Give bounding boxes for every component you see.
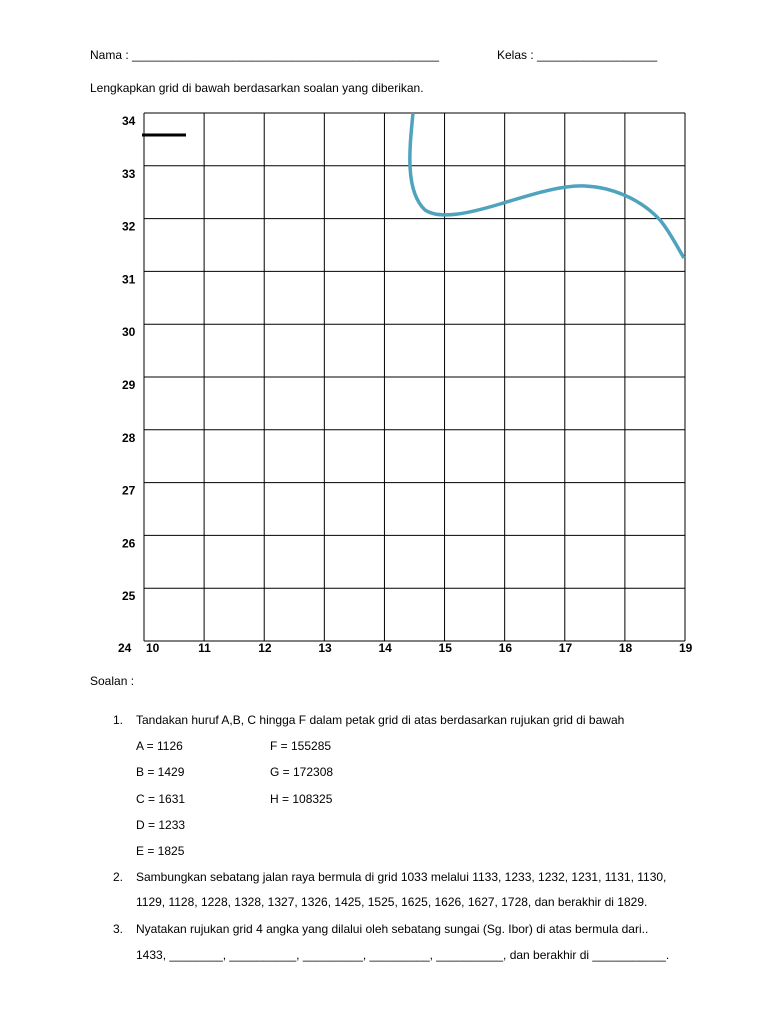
- q3-line2: 1433, ________, __________, _________, _________, __________, dan berakhir di ___________.: [136, 948, 670, 962]
- y-tick-label: 33: [122, 166, 136, 181]
- x-tick-label: 11: [198, 641, 211, 655]
- q2-line1: Sambungkan sebatang jalan raya bermula di grid 1033 melalui 1133, 1233, 1232, 1231, 1131, 1130,: [136, 870, 667, 884]
- q2-line2: 1129, 1128, 1228, 1328, 1327, 1326, 1425, 1525, 1625, 1626, 1627, 1728, dan berakhir di 1829.: [136, 895, 648, 909]
- x-axis-labels: [146, 641, 693, 655]
- y-tick-label: 28: [122, 430, 136, 445]
- y-tick-label: 27: [122, 483, 136, 498]
- ref-b: B = 1429: [136, 765, 185, 779]
- x-tick-label: 10: [146, 641, 160, 655]
- y-tick-label: 31: [122, 272, 136, 287]
- x-tick-label: 12: [258, 641, 272, 655]
- x-tick-label: 15: [438, 641, 452, 655]
- x-tick-label: 14: [378, 641, 392, 655]
- x-tick-label: 16: [498, 641, 513, 655]
- y-tick-label: 34: [122, 114, 136, 128]
- y-tick-label: 30: [122, 325, 136, 340]
- ref-c: C = 1631: [136, 792, 186, 806]
- class-field: Kelas : __________________: [497, 48, 658, 62]
- q1-number: 1.: [113, 713, 124, 727]
- q2-number: 2.: [113, 870, 124, 884]
- y-tick-label: 26: [122, 536, 136, 551]
- x-tick-label: 18: [618, 641, 633, 655]
- ref-a: A = 1126: [136, 739, 183, 753]
- y-tick-label: 25: [122, 589, 136, 604]
- questions-title: Soalan :: [90, 674, 135, 688]
- ref-g: G = 172308: [270, 765, 334, 779]
- ref-d: D = 1233: [136, 818, 186, 832]
- ref-h: H = 108325: [270, 792, 333, 806]
- y-axis-labels: [122, 114, 136, 603]
- name-field: Nama : ______________________________________________: [90, 48, 440, 62]
- y-tick-label: 32: [122, 219, 136, 234]
- ref-e: E = 1825: [136, 844, 185, 858]
- x-tick-label: 13: [318, 641, 332, 655]
- y-tick-label: 29: [122, 378, 136, 392]
- ref-f: F = 155285: [270, 739, 332, 753]
- x-tick-label: 19: [679, 641, 693, 655]
- q1-text: Tandakan huruf A,B, C hingga F dalam petak grid di atas berdasarkan rujukan grid di bawah: [136, 713, 625, 727]
- instruction-text: Lengkapkan grid di bawah berdasarkan soalan yang diberikan.: [90, 81, 424, 95]
- river-sungai-ibor: [410, 113, 684, 258]
- origin-label: 24: [118, 641, 132, 655]
- q3-number: 3.: [113, 922, 124, 936]
- x-tick-label: 17: [558, 641, 573, 655]
- q3-line1: Nyatakan rujukan grid 4 angka yang dilalui oleh sebatang sungai (Sg. Ibor) di atas bermula dari..: [136, 922, 649, 936]
